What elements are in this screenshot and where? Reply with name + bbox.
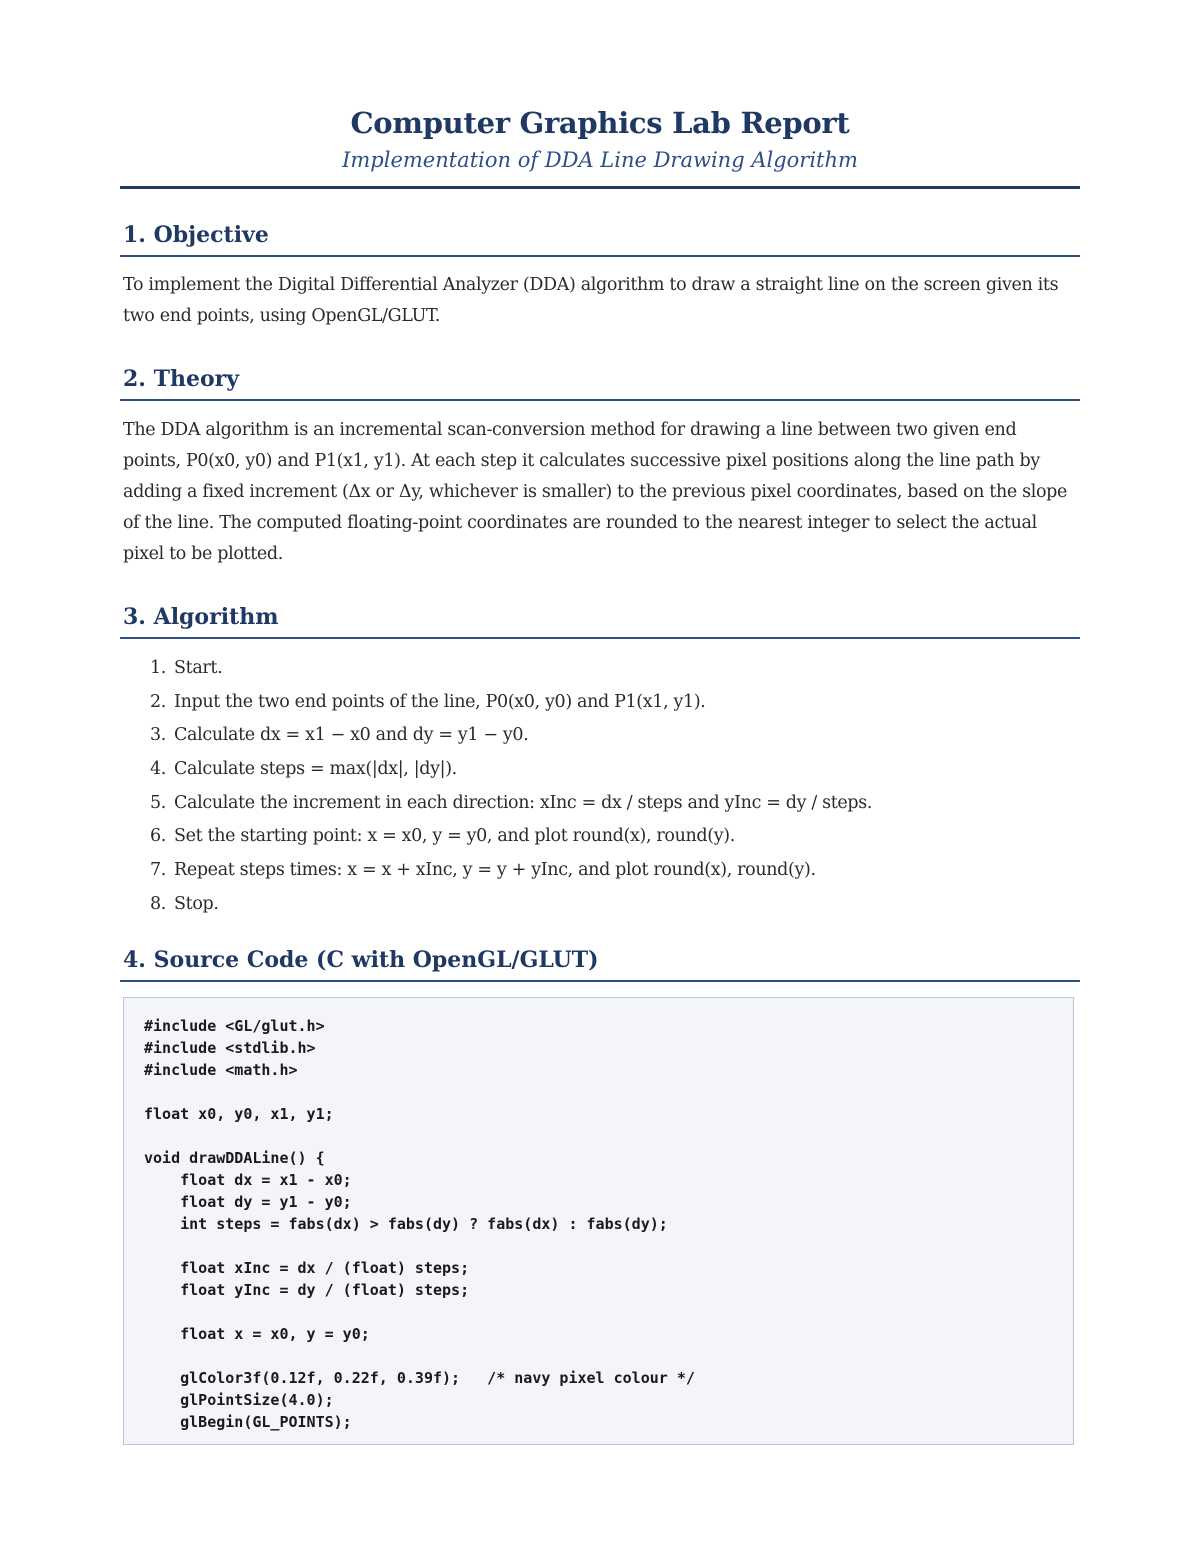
section-divider-algorithm bbox=[120, 637, 1080, 639]
step-number: 8. bbox=[150, 893, 166, 914]
step-text: Stop. bbox=[174, 893, 219, 914]
list-item bbox=[123, 791, 1068, 825]
step-text: Start. bbox=[174, 658, 223, 678]
report-title: Computer Graphics Lab Report bbox=[350, 106, 850, 140]
list-item bbox=[123, 723, 1068, 757]
section-heading-objective: 1. Objective bbox=[123, 222, 269, 248]
list-item bbox=[123, 690, 1068, 724]
step-text: Calculate the increment in each direction: xInc = dx / steps and yInc = dy / steps. bbox=[174, 792, 873, 813]
step-text: Input the two end points of the line, P0(x0, y0) and P1(x1, y1). bbox=[174, 691, 706, 712]
section-heading-theory: 2. Theory bbox=[123, 366, 240, 392]
list-item bbox=[123, 757, 1068, 791]
section-divider-theory bbox=[120, 399, 1080, 401]
step-number: 7. bbox=[150, 860, 166, 881]
step-number: 1. bbox=[150, 658, 166, 678]
section-heading-algorithm: 3. Algorithm bbox=[123, 604, 279, 630]
step-number: 2. bbox=[150, 691, 166, 712]
step-text: Calculate steps = max(|dx|, |dy|). bbox=[174, 759, 457, 780]
theory-text: The DDA algorithm is an incremental scan-conversion method for drawing a line between two given end points, P0(x0, y0) and P1(x1, y1). At each step it calculates successive pixel positions along the line path by adding a fixed increment (Δx or Δy, whichever is smaller) to the previous pixel coordinates, based on the slope of the line. The computed floating-point coordinates are rounded to the nearest integer to select the actual pixel to be plotted. bbox=[123, 420, 1068, 564]
step-text: Repeat steps times: x = x + xInc, y = y + yInc, and plot round(x), round(y). bbox=[174, 860, 816, 881]
source-code: #include <GL/glut.h> #include <stdlib.h> #include <math.h> float x0, y0, x1, y1; void drawDDALine() { float dx = x1 - x0; float dy = y1 - y0; int steps = fabs(dx) > fabs(dy) ? fabs(dx) : fabs(dy); float xInc = dx / (float) steps; float yInc = dy / (float) steps; float x = x0, y = y0; glColor3f(0.12f, 0.22f, 0.39f); /* navy pixel colour */ glPointSize(4.0); glBegin(GL_POINTS); bbox=[144, 1017, 695, 1431]
step-number: 4. bbox=[150, 759, 166, 780]
title-divider bbox=[120, 186, 1080, 189]
step-number: 6. bbox=[150, 826, 166, 847]
section-divider-source-code bbox=[120, 980, 1080, 982]
list-item bbox=[123, 656, 1068, 690]
report-subtitle: Implementation of DDA Line Drawing Algorithm bbox=[342, 148, 858, 172]
section-heading-source-code: 4. Source Code (C with OpenGL/GLUT) bbox=[123, 947, 599, 973]
list-item bbox=[123, 892, 1068, 926]
algorithm-steps-list bbox=[123, 656, 1068, 926]
objective-text: To implement the Digital Differential Analyzer (DDA) algorithm to draw a straight line on the screen given its two end points, using OpenGL/GLUT. bbox=[123, 275, 1059, 326]
step-number: 3. bbox=[150, 725, 166, 746]
list-item bbox=[123, 824, 1068, 858]
step-number: 5. bbox=[150, 792, 166, 813]
step-text: Set the starting point: x = x0, y = y0, and plot round(x), round(y). bbox=[174, 826, 735, 847]
step-text: Calculate dx = x1 − x0 and dy = y1 − y0. bbox=[174, 725, 529, 746]
list-item bbox=[123, 858, 1068, 892]
section-divider-objective bbox=[120, 255, 1080, 257]
code-block bbox=[123, 997, 1074, 1445]
